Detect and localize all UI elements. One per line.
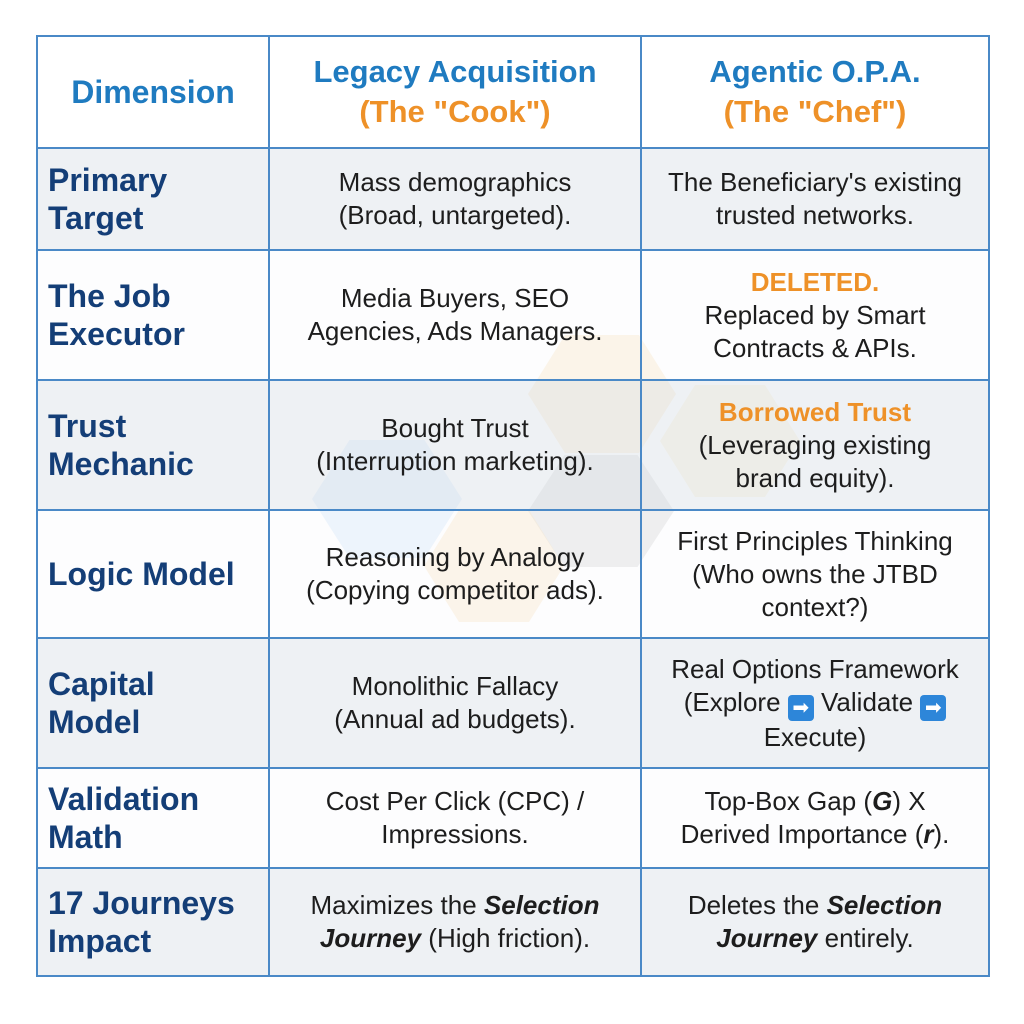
- legacy-cell: Bought Trust (Interruption marketing).: [269, 380, 641, 510]
- legacy-cell: Monolithic Fallacy (Annual ad budgets).: [269, 638, 641, 768]
- row-dimension-label: Capital Model: [37, 638, 269, 768]
- agentic-cell: Real Options Framework (Explore ➡ Validate ➡ Execute): [641, 638, 989, 768]
- legacy-cell: Cost Per Click (CPC) / Impressions.: [269, 768, 641, 868]
- borrowed-trust-highlight: Borrowed Trust: [718, 396, 912, 427]
- table-row: [37, 250, 989, 380]
- row-dimension-label: Validation Math: [37, 768, 269, 868]
- agentic-cell: The Beneficiary's existing trusted networks.: [641, 148, 989, 250]
- header-agentic: [641, 36, 989, 148]
- agentic-cell: First Principles Thinking (Who owns the JTBD context?): [641, 510, 989, 638]
- agentic-cell: DELETED. Replaced by Smart Contracts & APIs.: [641, 250, 989, 380]
- right-arrow-icon: ➡: [788, 695, 814, 721]
- header-legacy: [269, 36, 641, 148]
- header-agentic-title: Agentic O.P.A.: [709, 54, 921, 89]
- header-row: [37, 36, 989, 148]
- deleted-highlight: DELETED.: [750, 266, 880, 297]
- row-dimension-label: 17 Journeys Impact: [37, 868, 269, 976]
- legacy-cell: Maximizes the Selection Journey (High friction).: [269, 868, 641, 976]
- row-dimension-label: The Job Executor: [37, 250, 269, 380]
- comparison-table: [36, 35, 990, 977]
- legacy-cell: Media Buyers, SEO Agencies, Ads Managers.: [269, 250, 641, 380]
- legacy-cell: Mass demographics (Broad, untargeted).: [269, 148, 641, 250]
- table-row: [37, 638, 989, 768]
- table-row: [37, 868, 989, 976]
- right-arrow-icon: ➡: [920, 695, 946, 721]
- header-dimension: Dimension: [37, 36, 269, 148]
- row-dimension-label: Trust Mechanic: [37, 380, 269, 510]
- row-dimension-label: Primary Target: [37, 148, 269, 250]
- table-row: [37, 148, 989, 250]
- table-row: [37, 380, 989, 510]
- legacy-cell: Reasoning by Analogy (Copying competitor ads).: [269, 510, 641, 638]
- agentic-cell: Deletes the Selection Journey entirely.: [641, 868, 989, 976]
- agentic-cell: Borrowed Trust (Leveraging existing brand equity).: [641, 380, 989, 510]
- agentic-cell: Top-Box Gap (G) X Derived Importance (r).: [641, 768, 989, 868]
- header-legacy-title: Legacy Acquisition: [313, 54, 597, 89]
- header-legacy-subtitle: (The "Cook"): [359, 94, 551, 129]
- header-agentic-subtitle: (The "Chef"): [723, 94, 907, 129]
- table-row: [37, 510, 989, 638]
- table-row: [37, 768, 989, 868]
- row-dimension-label: Logic Model: [37, 510, 269, 638]
